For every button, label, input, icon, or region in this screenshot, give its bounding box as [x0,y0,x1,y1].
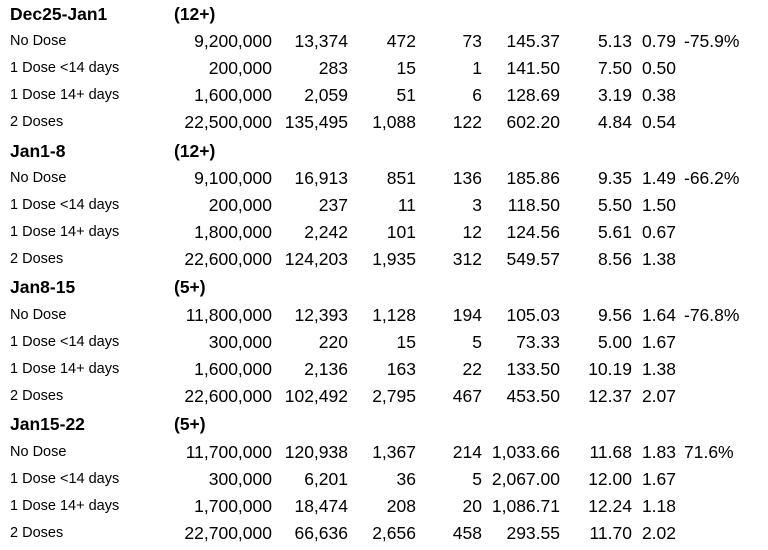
population-cell: 11,800,000 [185,305,272,325]
rate-cell: 0.50 [641,58,676,78]
percent-change-cell: -66.2% [684,168,740,188]
value-cell: 101 [386,222,416,242]
cases-cell: 124,203 [284,249,348,269]
cases-cell: 283 [318,58,348,78]
table-row [0,28,768,55]
population-cell: 200,000 [208,195,272,215]
rate-cell: 1,086.71 [491,496,560,516]
value-cell: 1,935 [372,249,416,269]
value-cell: 1,367 [372,442,416,462]
value-cell: 136 [452,168,482,188]
rate-cell: 602.20 [506,112,560,132]
value-cell: 2,656 [372,523,416,543]
table-row [0,356,768,383]
rate-cell: 11.70 [589,523,632,543]
rate-cell: 1.49 [641,168,676,188]
rate-cell: 105.03 [506,305,560,325]
population-cell: 22,600,000 [184,249,272,269]
population-cell: 200,000 [208,58,272,78]
rate-cell: 2.02 [641,523,676,543]
value-cell: 1,128 [372,305,416,325]
rate-cell: 145.37 [506,31,560,51]
value-cell: 20 [462,496,482,516]
value-cell: 163 [386,359,416,379]
dose-status-label: 1 Dose <14 days [10,60,120,76]
cases-cell: 120,938 [284,442,348,462]
population-cell: 1,600,000 [194,359,272,379]
table-row [0,219,768,246]
table-row [0,520,768,547]
rate-cell: 1,033.66 [491,442,560,462]
value-cell: 5 [472,332,482,352]
dose-status-label: No Dose [10,307,67,323]
population-cell: 1,800,000 [194,222,272,242]
value-cell: 458 [452,523,482,543]
value-cell: 208 [386,496,416,516]
period-label: Jan8-15 [10,277,76,297]
value-cell: 2,795 [372,386,416,406]
rate-cell: 1.67 [641,469,676,489]
population-cell: 300,000 [208,469,272,489]
rate-cell: 5.00 [597,332,632,352]
rate-cell: 3.19 [597,85,632,105]
rate-cell: 5.50 [597,195,632,215]
rate-cell: 2.07 [641,386,676,406]
cases-cell: 13,374 [294,31,348,51]
dose-status-label: 2 Doses [10,525,64,541]
dose-status-label: 1 Dose 14+ days [10,498,120,514]
rate-cell: 12.00 [588,469,632,489]
age-group-label: (12+) [174,141,216,161]
cases-cell: 2,136 [304,359,348,379]
population-cell: 300,000 [208,332,272,352]
value-cell: 6 [472,85,482,105]
age-group-label: (5+) [174,277,206,297]
rate-cell: 12.37 [588,386,632,406]
rate-cell: 4.84 [597,112,632,132]
population-cell: 11,700,000 [185,442,272,462]
dose-status-label: 1 Dose 14+ days [10,224,120,240]
value-cell: 312 [452,249,482,269]
rate-cell: 9.56 [597,305,632,325]
population-cell: 9,100,000 [194,168,272,188]
cases-cell: 220 [318,332,348,352]
value-cell: 467 [452,386,482,406]
rate-cell: 0.54 [641,112,676,132]
value-cell: 851 [386,168,416,188]
rate-cell: 1.38 [641,249,676,269]
section-header [0,1,768,28]
dose-status-label: 1 Dose 14+ days [10,87,120,103]
value-cell: 15 [396,58,416,78]
table-row [0,82,768,109]
section-header [0,411,768,438]
period-label: Dec25-Jan1 [10,4,108,24]
table-row [0,165,768,192]
dose-status-label: 1 Dose <14 days [10,471,120,487]
rate-cell: 453.50 [506,386,560,406]
value-cell: 1,088 [372,112,416,132]
rate-cell: 1.50 [641,195,676,215]
table-row [0,383,768,410]
population-cell: 22,500,000 [184,112,272,132]
rate-cell: 185.86 [506,168,560,188]
value-cell: 472 [386,31,416,51]
rate-cell: 133.50 [506,359,560,379]
dose-status-label: No Dose [10,33,67,49]
value-cell: 73 [462,31,482,51]
table-row [0,302,768,329]
percent-change-cell: -76.8% [684,305,740,325]
dose-status-label: 2 Doses [10,388,64,404]
rate-cell: 5.13 [597,31,632,51]
rate-cell: 2,067.00 [491,469,560,489]
cases-cell: 2,059 [304,85,348,105]
rate-cell: 124.56 [506,222,560,242]
value-cell: 15 [396,332,416,352]
period-label: Jan15-22 [10,414,85,434]
cases-cell: 18,474 [294,496,348,516]
population-cell: 1,600,000 [194,85,272,105]
age-group-label: (12+) [174,4,216,24]
rate-cell: 10.19 [588,359,632,379]
age-group-label: (5+) [174,414,206,434]
cases-cell: 135,495 [284,112,348,132]
rate-cell: 118.50 [507,195,560,215]
section-header [0,274,768,301]
table-row [0,55,768,82]
rate-cell: 549.57 [506,249,560,269]
dose-status-label: No Dose [10,444,67,460]
population-cell: 1,700,000 [194,496,272,516]
cases-cell: 12,393 [294,305,348,325]
rate-cell: 293.55 [506,523,560,543]
dose-status-label: 1 Dose 14+ days [10,361,120,377]
rate-cell: 1.67 [641,332,676,352]
rate-cell: 0.38 [641,85,676,105]
value-cell: 214 [452,442,482,462]
section-header [0,138,768,165]
rate-cell: 7.50 [597,58,632,78]
cases-cell: 66,636 [294,523,348,543]
rate-cell: 1.38 [641,359,676,379]
rate-cell: 12.24 [588,496,632,516]
population-cell: 22,600,000 [184,386,272,406]
dose-status-label: 2 Doses [10,251,64,267]
cases-cell: 6,201 [304,469,348,489]
value-cell: 1 [472,58,482,78]
dose-status-label: 1 Dose <14 days [10,334,120,350]
value-cell: 3 [472,195,482,215]
population-cell: 9,200,000 [194,31,272,51]
value-cell: 122 [452,112,482,132]
dose-status-label: 2 Doses [10,114,64,130]
table-row [0,192,768,219]
dose-status-label: No Dose [10,170,67,186]
population-cell: 22,700,000 [184,523,272,543]
cases-cell: 16,913 [294,168,348,188]
percent-change-cell: 71.6% [684,442,734,462]
rate-cell: 8.56 [597,249,632,269]
period-label: Jan1-8 [10,141,66,161]
rate-cell: 11.68 [589,442,632,462]
rate-cell: 73.33 [516,332,560,352]
table-row [0,329,768,356]
rate-cell: 9.35 [597,168,632,188]
cases-cell: 102,492 [284,386,348,406]
percent-change-cell: -75.9% [684,31,740,51]
rate-cell: 0.79 [641,31,676,51]
value-cell: 51 [396,85,416,105]
rate-cell: 0.67 [641,222,676,242]
table-row [0,246,768,273]
rate-cell: 1.64 [641,305,676,325]
rate-cell: 5.61 [597,222,632,242]
dose-status-label: 1 Dose <14 days [10,197,120,213]
value-cell: 194 [452,305,482,325]
value-cell: 36 [396,469,416,489]
table-row [0,466,768,493]
value-cell: 22 [462,359,482,379]
table-row [0,493,768,520]
table-row [0,439,768,466]
cases-cell: 237 [318,195,348,215]
rate-cell: 128.69 [506,85,560,105]
cases-cell: 2,242 [304,222,348,242]
value-cell: 5 [472,469,482,489]
rate-cell: 1.18 [641,496,676,516]
table-row [0,109,768,136]
rate-cell: 1.83 [641,442,676,462]
rate-cell: 141.50 [506,58,560,78]
value-cell: 11 [397,195,416,215]
value-cell: 12 [462,222,482,242]
